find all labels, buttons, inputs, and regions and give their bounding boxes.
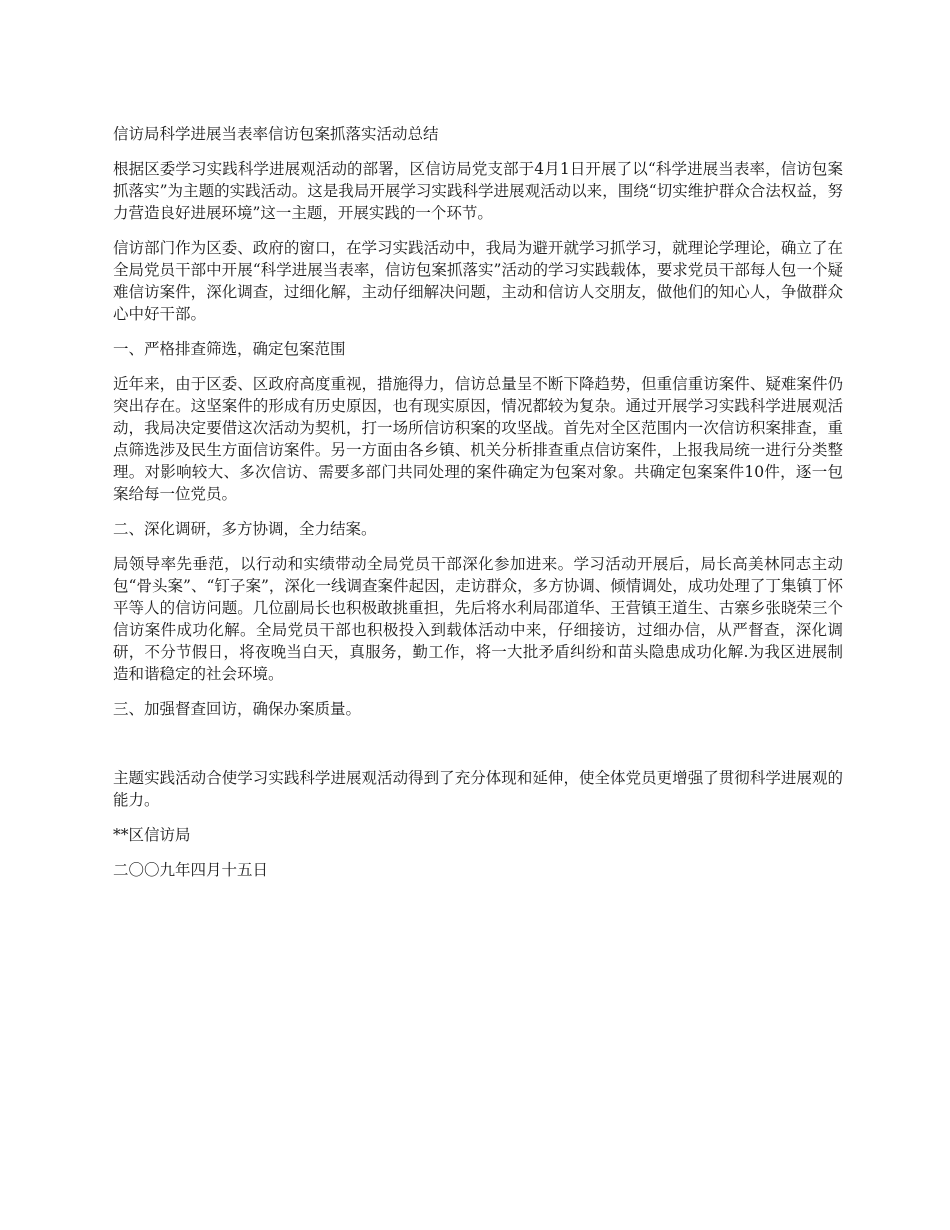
- section-heading-1: 一、严格排查筛选，确定包案范围: [113, 340, 346, 358]
- paragraph-background: 信访部门作为区委、政府的窗口，在学习实践活动中，我局为避开就学习抓学习，就理论学理论，确立了在全局党员干部中开展“科学进展当表率，信访包案抓落实”活动的学习实践载体，要求党员干部每人包一个疑难信访案件，深化调查，过细化解，主动仔细解决问题，主动和信访人交朋友，做他们的知心人，争做群众心中好干部。: [113, 239, 843, 323]
- signature-date: 二〇〇九年四月十五日: [113, 861, 269, 879]
- paragraph-intro: 根据区委学习实践科学进展观活动的部署，区信访局党支部于4月1日开展了以“科学进展当表率，信访包案抓落实”为主题的实践活动。这是我局开展学习实践科学进展观活动以来，围绕“切实维护群众合法权益，努力营造良好进展环境”这一主题，开展实践的一个环节。: [113, 160, 843, 222]
- paragraph-section-2: 局领导率先垂范，以行动和实绩带动全局党员干部深化参加进来。学习活动开展后，局长高美林同志主动包“骨头案”、“钉子案”，深化一线调查案件起因，走访群众，多方协调、倾情调处，成功处理了丁集镇丁怀平等人的信访问题。几位副局长也积极敢挑重担，先后将水利局邵道华、王营镇王道生、古寨乡张晓荣三个信访案件成功化解。全局党员干部也积极投入到载体活动中来，仔细接访，过细办信，从严督查，深化调研，不分节假日，将夜晚当白天，真服务，勤工作，将一大批矛盾纠纷和苗头隐患成功化解.为我区进展制造和谐稳定的社会环境。: [113, 555, 843, 683]
- section-heading-3: 三、加强督查回访，确保办案质量。: [113, 700, 362, 718]
- blank-gap: [113, 733, 843, 767]
- paragraph-conclusion: 主题实践活动合使学习实践科学进展观活动得到了充分体现和延伸，使全体党员更增强了贯彻科学进展观的能力。: [113, 769, 843, 809]
- paragraph-section-1: 近年来，由于区委、区政府高度重视，措施得力，信访总量呈不断下降趋势，但重信重访案件、疑难案件仍突出存在。这坚案件的形成有历史原因，也有现实原因，情况都较为复杂。通过开展学习实践科学进展观活动，我局决定要借这次活动为契机，打一场所信访积案的攻坚战。首先对全区范围内一次信访积案排查，重点筛选涉及民生方面信访案件。另一方面由各乡镇、机关分析排查重点信访案件，上报我局统一进行分类整理。对影响较大、多次信访、需要多部门共同处理的案件确定为包案对象。共确定包案案件10件，逐一包案给每一位党员。: [113, 375, 843, 503]
- section-heading-2: 二、深化调研，多方协调，全力结案。: [113, 520, 377, 538]
- document-page: [113, 123, 843, 894]
- document-title: 信访局科学进展当表率信访包案抓落实活动总结: [113, 125, 439, 143]
- signature-organization: **区信访局: [113, 826, 191, 844]
